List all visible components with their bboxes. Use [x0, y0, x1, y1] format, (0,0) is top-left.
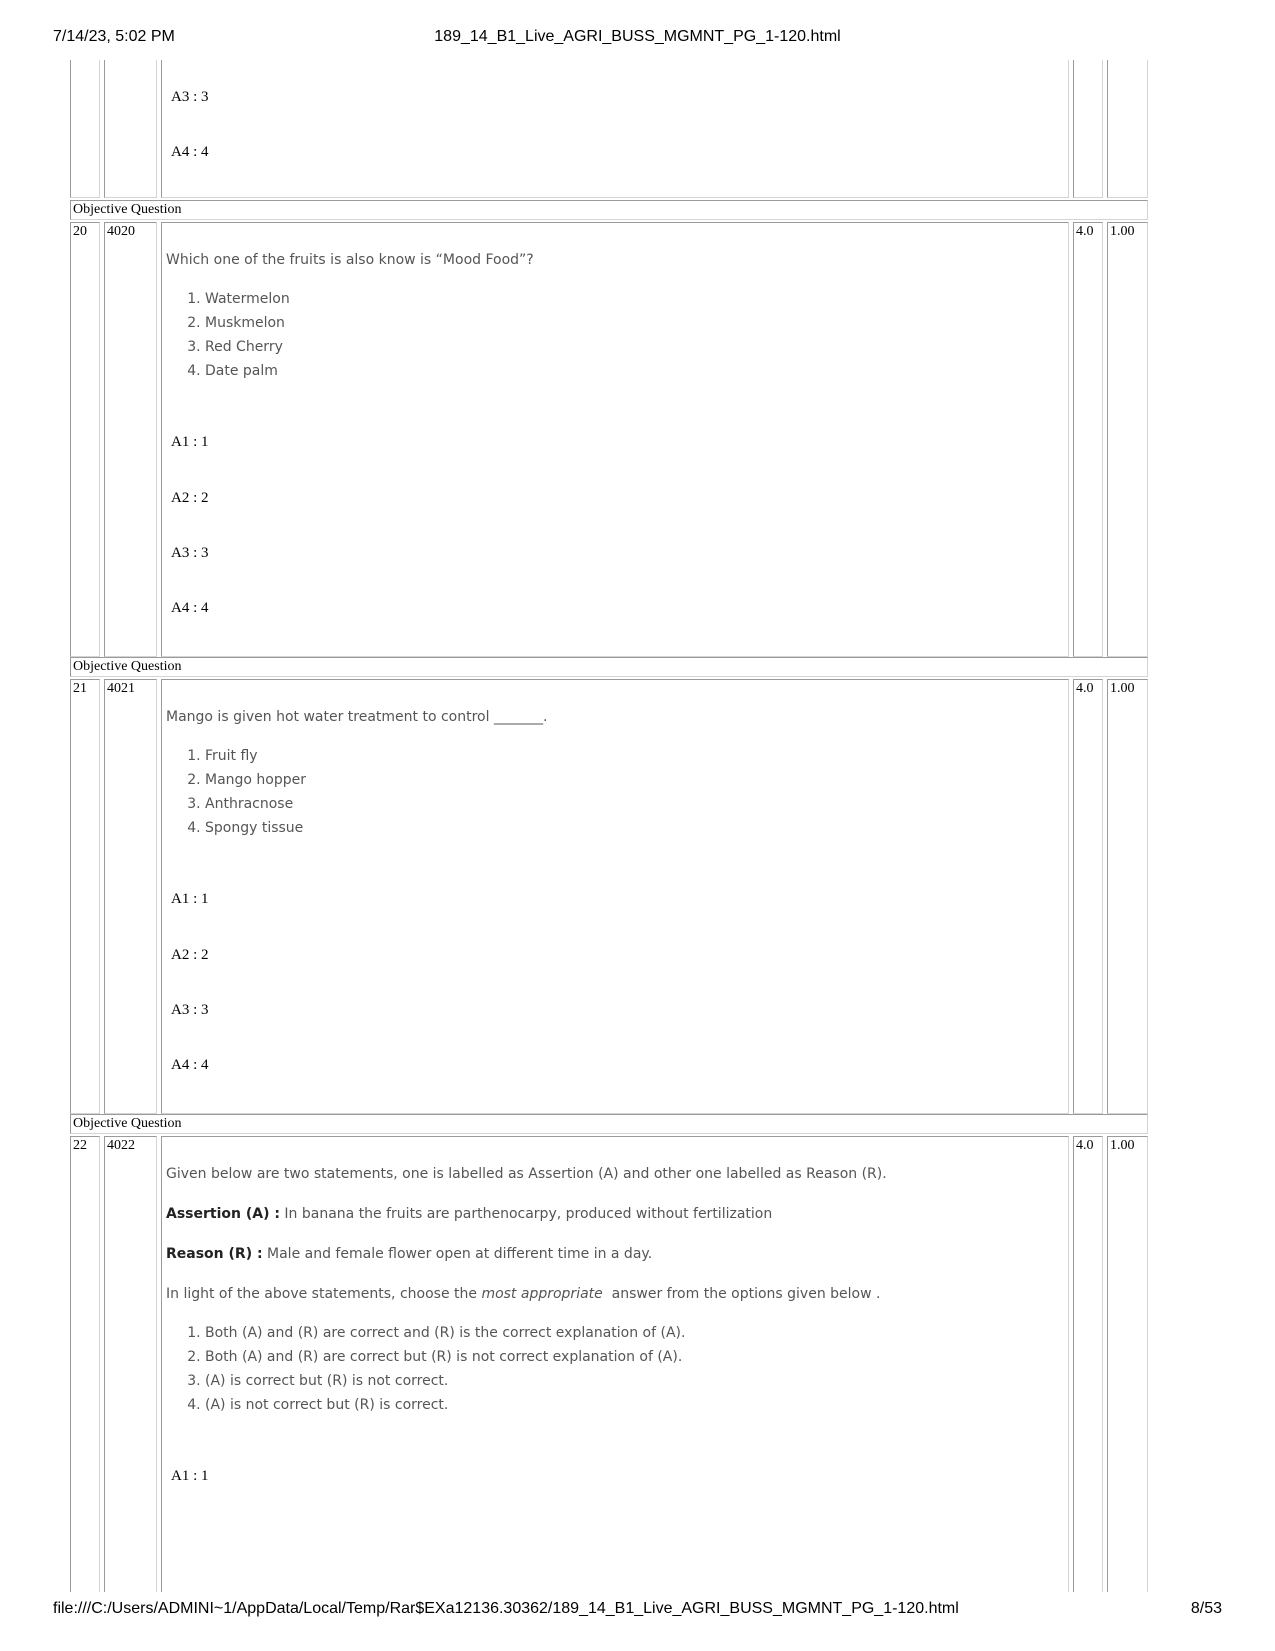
option-item: 2. Muskmelon: [205, 311, 1058, 335]
question-row: [70, 222, 1207, 657]
option-item: 3. Anthracnose: [205, 792, 1058, 816]
answer-option: A4 : 4: [171, 600, 209, 616]
question-body-cell: [161, 1136, 1069, 1592]
question-body-cell: [161, 679, 1069, 1114]
question-row: [70, 679, 1207, 1114]
negative-marks: 1.00: [1107, 222, 1148, 657]
section-label: Objective Question: [70, 200, 1148, 220]
option-item: 4. (A) is not correct but (R) is correct.: [205, 1393, 1058, 1417]
question-body-cell: [161, 222, 1069, 657]
negative-marks: 1.00: [1107, 1136, 1148, 1592]
answer-option: A4 : 4: [171, 144, 209, 160]
question-id: 4022: [104, 1136, 157, 1592]
answer-option: A2 : 2: [171, 947, 209, 963]
page-number: 8/53: [1190, 1600, 1222, 1617]
option-item: 2. Mango hopper: [205, 768, 1058, 792]
document-title: 189_14_B1_Live_AGRI_BUSS_MGMNT_PG_1-120.html: [434, 28, 841, 45]
marks: 4.0: [1073, 679, 1103, 1114]
option-item: 4. Date palm: [205, 359, 1058, 383]
file-url: file:///C:/Users/ADMINI~1/AppData/Local/Temp/Rar$EXa12136.30362/189_14_B1_Live_AGRI_BUSS_MGMNT_PG_1-120.html: [53, 1600, 959, 1617]
option-list: [162, 744, 1058, 840]
question-row: [70, 1136, 1207, 1592]
option-item: 1. Both (A) and (R) are correct and (R) is the correct explanation of (A).: [205, 1321, 1058, 1345]
negative-marks: 1.00: [1107, 679, 1148, 1114]
marks: 4.0: [1073, 1136, 1103, 1592]
section-label: Objective Question: [70, 1114, 1148, 1134]
answer-option: A2 : 2: [171, 490, 209, 506]
question-body-cell: [161, 60, 1069, 198]
answer-option: A4 : 4: [171, 1057, 209, 1073]
assertion-label: Assertion (A) :: [166, 1206, 280, 1222]
question-text: Which one of the fruits is also know is “Mood Food”?: [166, 252, 534, 268]
option-list: [162, 1321, 1058, 1417]
marks-cell: [1073, 60, 1103, 198]
question-id: 4020: [104, 222, 157, 657]
question-number: 22: [70, 1136, 100, 1592]
question-number: 20: [70, 222, 100, 657]
reason-statement: [166, 1246, 1058, 1262]
question-instruction: In light of the above statements, choose the most appropriate answer from the options given below .: [166, 1286, 881, 1302]
question-table: [70, 60, 1207, 1592]
assertion-statement: [166, 1206, 1058, 1222]
answer-option: A3 : 3: [171, 89, 209, 105]
reason-text: Male and female flower open at different time in a day.: [262, 1246, 653, 1262]
option-item: 4. Spongy tissue: [205, 816, 1058, 840]
assertion-text: In banana the fruits are parthenocarpy, produced without fertilization: [279, 1206, 773, 1222]
question-id-cell: [104, 60, 157, 198]
answer-option: A1 : 1: [171, 1468, 209, 1484]
question-number-cell: [70, 60, 100, 198]
answer-option: A1 : 1: [171, 434, 209, 450]
reason-label: Reason (R) :: [166, 1246, 263, 1262]
marks: 4.0: [1073, 222, 1103, 657]
option-list: [162, 287, 1058, 383]
option-item: 1. Fruit fly: [205, 744, 1058, 768]
question-number: 21: [70, 679, 100, 1114]
question-text: Mango is given hot water treatment to control _______.: [166, 709, 548, 725]
option-item: 3. Red Cherry: [205, 335, 1058, 359]
answer-option: A1 : 1: [171, 891, 209, 907]
option-item: 3. (A) is correct but (R) is not correct.: [205, 1369, 1058, 1393]
question-row-continued: [70, 60, 1207, 198]
question-intro: Given below are two statements, one is labelled as Assertion (A) and other one labelled as Reason (R).: [166, 1166, 887, 1182]
section-label: Objective Question: [70, 657, 1148, 677]
option-item: 1. Watermelon: [205, 287, 1058, 311]
emphasis-text: most appropriate: [481, 1286, 603, 1302]
question-id: 4021: [104, 679, 157, 1114]
print-header: [53, 28, 1222, 52]
answer-option: A3 : 3: [171, 1002, 209, 1018]
print-datetime: 7/14/23, 5:02 PM: [53, 28, 175, 45]
option-item: 2. Both (A) and (R) are correct but (R) is not correct explanation of (A).: [205, 1345, 1058, 1369]
print-footer: [53, 1600, 1222, 1624]
negative-marks-cell: [1107, 60, 1148, 198]
answer-option: A3 : 3: [171, 545, 209, 561]
